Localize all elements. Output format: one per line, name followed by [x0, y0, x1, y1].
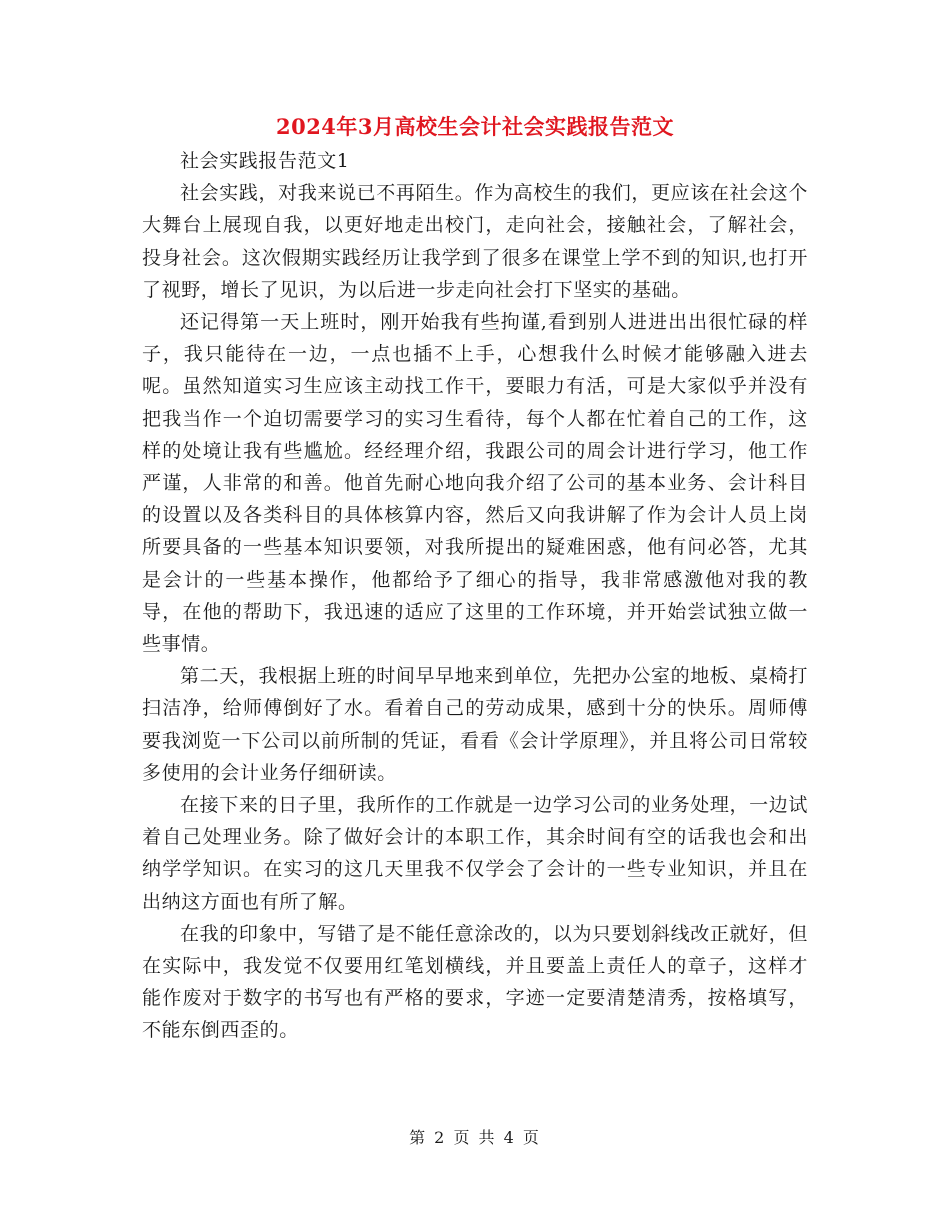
document-body [142, 145, 808, 1047]
paragraph-2: 还记得第一天上班时，刚开始我有些拘谨,看到别人进进出出很忙碌的样子，我只能待在一边，一点也插不上手，心想我什么时候才能够融入进去呢。虽然知道实习生应该主动找工作干，要眼力有活，可是大家似乎并没有把我当作一个迫切需要学习的实习生看待，每个人都在忙着自己的工作，这样的处境让我有些尴尬。经经理介绍，我跟公司的周会计进行学习，他工作严谨，人非常的和善。他首先耐心地向我介绍了公司的基本业务、会计科目的设置以及各类科目的具体核算内容，然后又向我讲解了作为会计人员上岗所要具备的一些基本知识要领，对我所提出的疑难困惑，他有问必答，尤其是会计的一些基本操作，他都给予了细心的指导，我非常感激他对我的教导，在他的帮助下，我迅速的适应了这里的工作环境，并开始尝试独立做一些事情。 [142, 311, 808, 656]
paragraph-3: 第二天，我根据上班的时间早早地来到单位，先把办公室的地板、桌椅打扫洁净，给师傅倒好了水。看着自己的劳动成果，感到十分的快乐。周师傅要我浏览一下公司以前所制的凭证，看看《会计学原理》，并且将公司日常较多使用的会计业务仔细研读。 [142, 665, 808, 784]
paragraph-1: 社会实践，对我来说已不再陌生。作为高校生的我们，更应该在社会这个大舞台上展现自我，以更好地走出校门，走向社会，接触社会，了解社会，投身社会。这次假期实践经历让我学到了很多在课堂上学不到的知识,也打开了视野，增长了见识，为以后进一步走向社会打下坚实的基础。 [142, 182, 808, 301]
paragraph-5: 在我的印象中，写错了是不能任意涂改的，以为只要划斜线改正就好，但在实际中，我发觉不仅要用红笔划横线，并且要盖上责任人的章子，这样才能作废对于数字的书写也有严格的要求，字迹一定要清楚清秀，按格填写，不能东倒西歪的。 [142, 922, 808, 1042]
paragraph-4: 在接下来的日子里，我所作的工作就是一边学习公司的业务处理，一边试着自己处理业务。除了做好会计的本职工作，其余时间有空的话我也会和出纳学学知识。在实习的这几天里我不仅学会了会计的一些专业知识，并且在出纳这方面也有所了解。 [142, 794, 808, 913]
page-title: 2024年3月高校生会计社会实践报告范文 [275, 114, 675, 139]
page-footer: 第 2 页 共 4 页 [409, 1128, 541, 1147]
section-subtitle: 社会实践报告范文1 [180, 150, 350, 172]
